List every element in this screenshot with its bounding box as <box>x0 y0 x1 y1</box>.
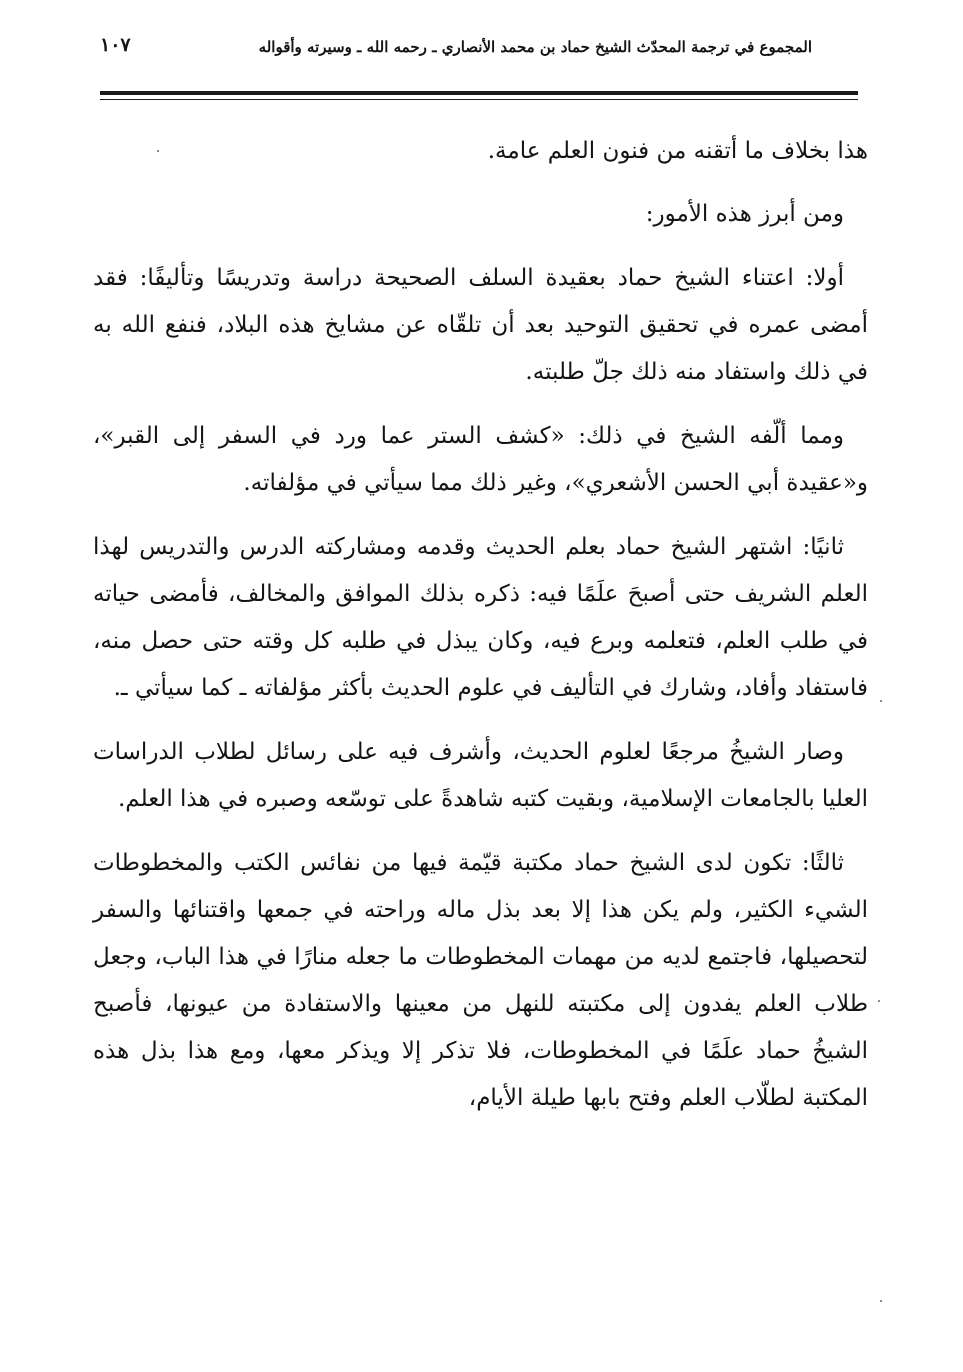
running-header <box>100 30 812 70</box>
scan-speck <box>880 1300 882 1302</box>
paragraph: ثانيًا: اشتهر الشيخ حماد بعلم الحديث وقدمه ومشاركته الدرس والتدريس لهذا العلم الشريف حتى أصبحَ علَمًا فيه: ذكره بذلك الموافق والمخالف، فأمضى حياته في طلب العلم، فتعلمه وبرع فيه، وكان يبذل في طلبه كل وقته حتى حصل منه، فاستفاد وأفاد، وشارك في التأليف في علوم الحديث بأكثر مؤلفاته ـ كما سيأتي ـ. <box>93 534 868 701</box>
paragraph: هذا بخلاف ما أتقنه من فنون العلم عامة. <box>487 138 868 164</box>
scan-speck <box>157 150 159 152</box>
paragraph: أولا: اعتناء الشيخ حماد بعقيدة السلف الصحيحة دراسة وتدريسًا وتأليفًا: فقد أمضى عمره في تحقيق التوحيد بعد أن تلقّاه عن مشايخ هذه البلاد، فنفع الله به في ذلك واستفاد منه ذلك جلّ طلبته. <box>93 265 868 385</box>
paragraph: ومما ألّفه الشيخ في ذلك: «كشف الستر عما ورد في السفر إلى القبر»، و«عقيدة أبي الحسن الأشعري»، وغير ذلك مما سيأتي في مؤلفاته. <box>93 423 868 496</box>
paragraph: وصار الشيخُ مرجعًا لعلوم الحديث، وأشرف فيه على رسائل لطلاب الدراسات العليا بالجامعات الإسلامية، وبقيت كتبه شاهدةً على توسّعه وصبره في هذا العلم. <box>93 739 868 812</box>
paragraph: ثالثًا: تكون لدى الشيخ حماد مكتبة قيّمة فيها من نفائس الكتب والمخطوطات الشيء الكثير، ولم يكن هذا إلا بعد بذل ماله وراحته في جمعها واقتنائها والسفر لتحصيلها، فاجتمع لديه من مهمات المخطوطات ما جعله منارًا في هذا الباب، وجعل طلاب العلم يفدون إلى مكتبته للنهل من معينها والاستفادة من عيونها، فأصبح الشيخُ حماد علَمًا في المخطوطات، فلا تذكر إلا ويذكر معها، ومع هذا بذل هذه المكتبة لطلّاب العلم وفتح بابها طيلة الأيام، <box>93 850 868 1111</box>
scan-speck <box>878 1000 880 1002</box>
header-rule <box>100 91 858 95</box>
body-text <box>93 128 868 1122</box>
paragraph: ومن أبرز هذه الأمور: <box>645 201 844 227</box>
page-number: ١٠٧ <box>100 34 131 56</box>
running-header-title: المجموع في ترجمة المحدّث الشيخ حماد بن محمد الأنصاري ـ رحمه الله ـ وسيرته وأقواله <box>258 38 812 56</box>
scan-speck <box>880 700 882 702</box>
header-rule-thin <box>100 99 858 100</box>
